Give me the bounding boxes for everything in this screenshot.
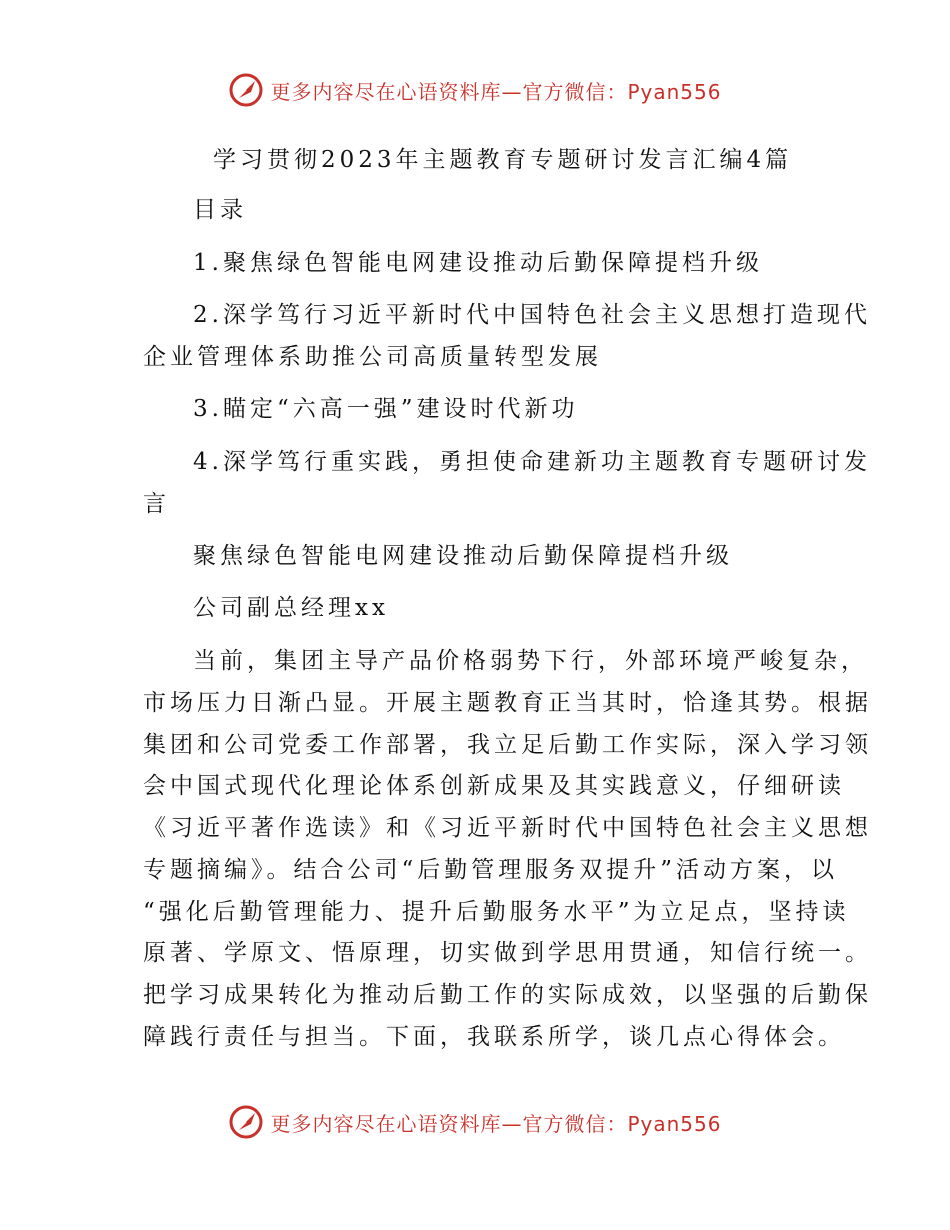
- body-paragraph-line: 专题摘编》。结合公司“后勤管理服务双提升”活动方案，以: [143, 857, 839, 883]
- toc-item: 3.瞄定“六高一强”建设时代新功: [193, 396, 579, 422]
- author-line: 公司副总经理xx: [193, 595, 389, 621]
- body-paragraph-line: 会中国式现代化理论体系创新成果及其实践意义，仔细研读: [143, 773, 845, 799]
- toc-heading: 目录: [193, 197, 247, 223]
- body-paragraph-line: 原著、学原文、悟原理，切实做到学思用贯通，知信行统一。: [143, 940, 872, 966]
- section-title: 聚焦绿色智能电网建设推动后勤保障提档升级: [193, 543, 733, 569]
- banner-text: 更多内容尽在心语资料库—官方微信：Pyan556: [270, 1111, 722, 1136]
- body-paragraph-line: 集团和公司党委工作部署，我立足后勤工作实际，深入学习领: [143, 732, 872, 758]
- footer-banner: [0, 1102, 950, 1142]
- toc-item-continued: 企业管理体系助推公司高质量转型发展: [143, 344, 602, 370]
- banner-text: 更多内容尽在心语资料库—官方微信：Pyan556: [270, 79, 722, 104]
- quill-logo-icon: [228, 1104, 264, 1140]
- body-paragraph-line: 障践行责任与担当。下面，我联系所学，谈几点心得体会。: [143, 1024, 845, 1050]
- body-paragraph-line: 当前，集团主导产品价格弱势下行，外部环境严峻复杂，: [193, 648, 868, 674]
- body-paragraph-line: 《习近平著作选读》和《习近平新时代中国特色社会主义思想: [143, 815, 872, 841]
- body-paragraph-line: 市场压力日渐凸显。开展主题教育正当其时，恰逢其势。根据: [143, 690, 872, 716]
- toc-item-continued: 言: [143, 491, 170, 517]
- toc-item: 4.深学笃行重实践，勇担使命建新功主题教育专题研讨发: [193, 449, 871, 475]
- toc-item: 2.深学笃行习近平新时代中国特色社会主义思想打造现代: [193, 302, 871, 328]
- body-paragraph-line: 把学习成果转化为推动后勤工作的实际成效，以坚强的后勤保: [143, 982, 872, 1008]
- toc-item: 1.聚焦绿色智能电网建设推动后勤保障提档升级: [193, 250, 763, 276]
- body-paragraph-line: “强化后勤管理能力、提升后勤服务水平”为立足点，坚持读: [143, 899, 850, 925]
- document-title: 学习贯彻2023年主题教育专题研讨发言汇编4篇: [213, 147, 793, 173]
- header-banner: [0, 70, 950, 110]
- quill-logo-icon: [228, 72, 264, 108]
